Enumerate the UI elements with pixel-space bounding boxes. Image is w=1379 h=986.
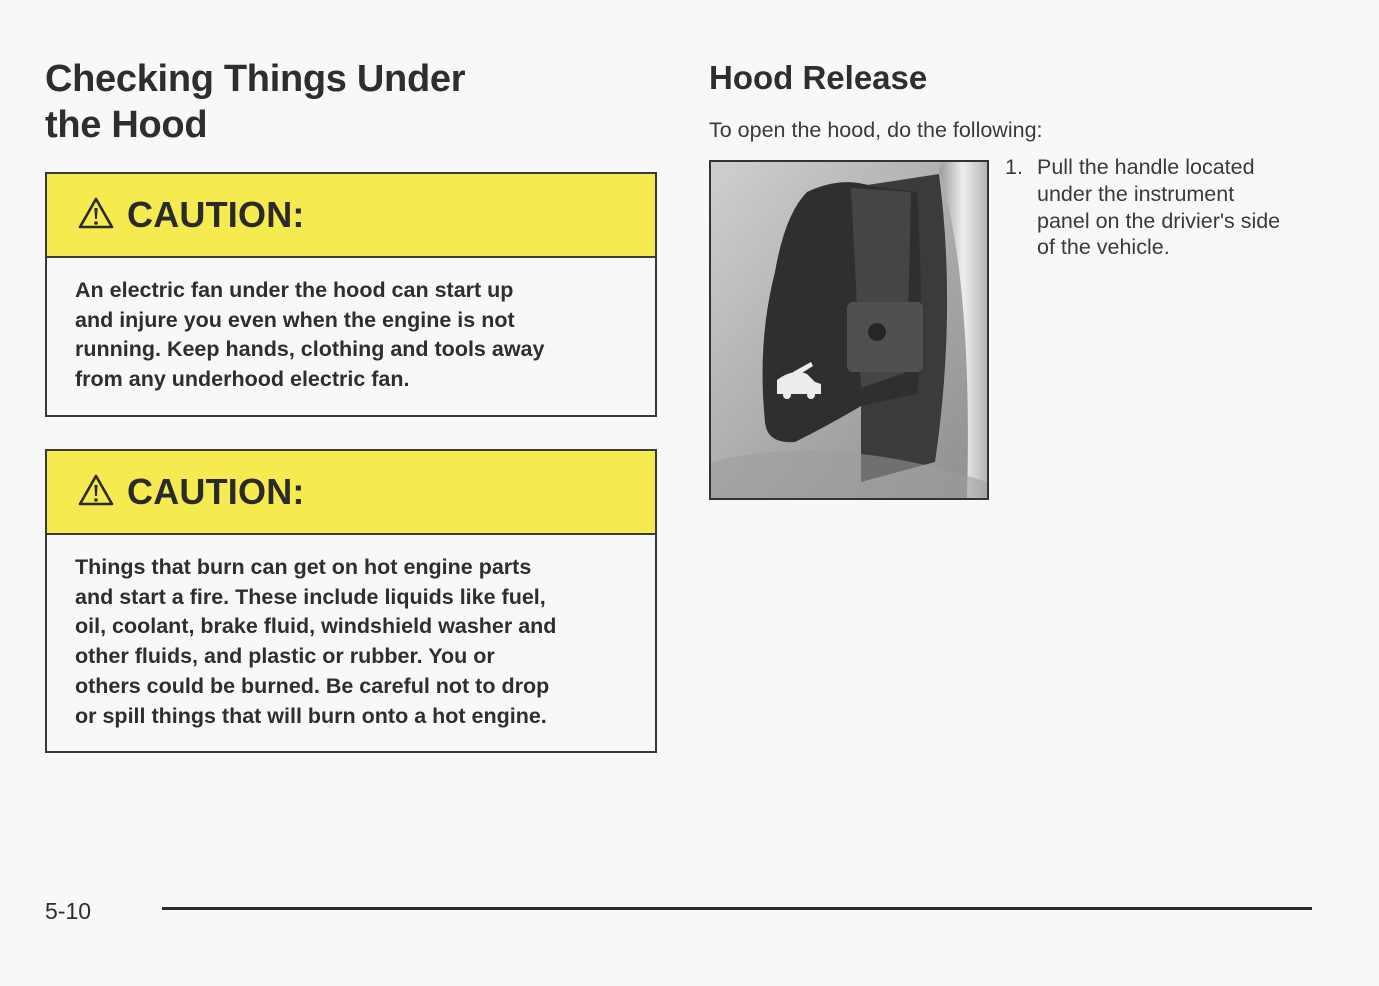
page-number: 5-10 (45, 898, 92, 924)
caution-text-line: and start a fire. These include liquids like fuel, (75, 584, 546, 609)
caution-text-line: other fluids, and plastic or rubber. You or (75, 644, 495, 669)
caution-label: CAUTION: (127, 194, 305, 235)
section-title: Hood Release (709, 59, 928, 96)
hood-release-handle-photo (709, 160, 989, 500)
caution-text (47, 535, 655, 751)
page-title-line-2: the Hood (45, 104, 208, 146)
caution-text (47, 258, 655, 415)
caution-text-line: oil, coolant, brake fluid, windshield washer and (75, 614, 557, 639)
caution-text-line: An electric fan under the hood can start up (75, 278, 514, 302)
footer-rule (162, 907, 1312, 910)
caution-text-line: others could be burned. Be careful not to drop (75, 673, 550, 698)
step-text (1037, 154, 1280, 261)
step-text-line: panel on the drivier's side (1037, 208, 1281, 233)
caution-box-fan (45, 172, 657, 417)
caution-text-line: running. Keep hands, clothing and tools away (75, 337, 545, 362)
caution-text-line: Things that burn can get on hot engine parts (75, 555, 532, 579)
right-column (709, 56, 1329, 260)
hood-release-handle-illustration (711, 162, 987, 498)
caution-text-line: from any underhood electric fan. (75, 367, 410, 392)
page-title-line-1: Checking Things Under (45, 58, 466, 100)
warning-triangle-icon (77, 196, 115, 230)
caution-text-line: or spill things that will burn onto a hot engine. (75, 703, 547, 728)
warning-triangle-icon (77, 473, 115, 507)
intro-text: To open the hood, do the following: (709, 118, 1043, 142)
left-column (45, 56, 657, 728)
step-text-line: of the vehicle. (1037, 235, 1170, 260)
caution-label: CAUTION: (127, 471, 305, 512)
caution-box-fire (45, 449, 657, 753)
step-text-line: Pull the handle located (1037, 155, 1255, 179)
page-title (45, 56, 657, 148)
caution-text-line: and injure you even when the engine is not (75, 307, 515, 332)
caution-header (47, 174, 655, 258)
caution-header (47, 451, 655, 535)
step-text-line: under the instrument (1037, 181, 1235, 206)
step-number: 1. (1005, 155, 1023, 179)
